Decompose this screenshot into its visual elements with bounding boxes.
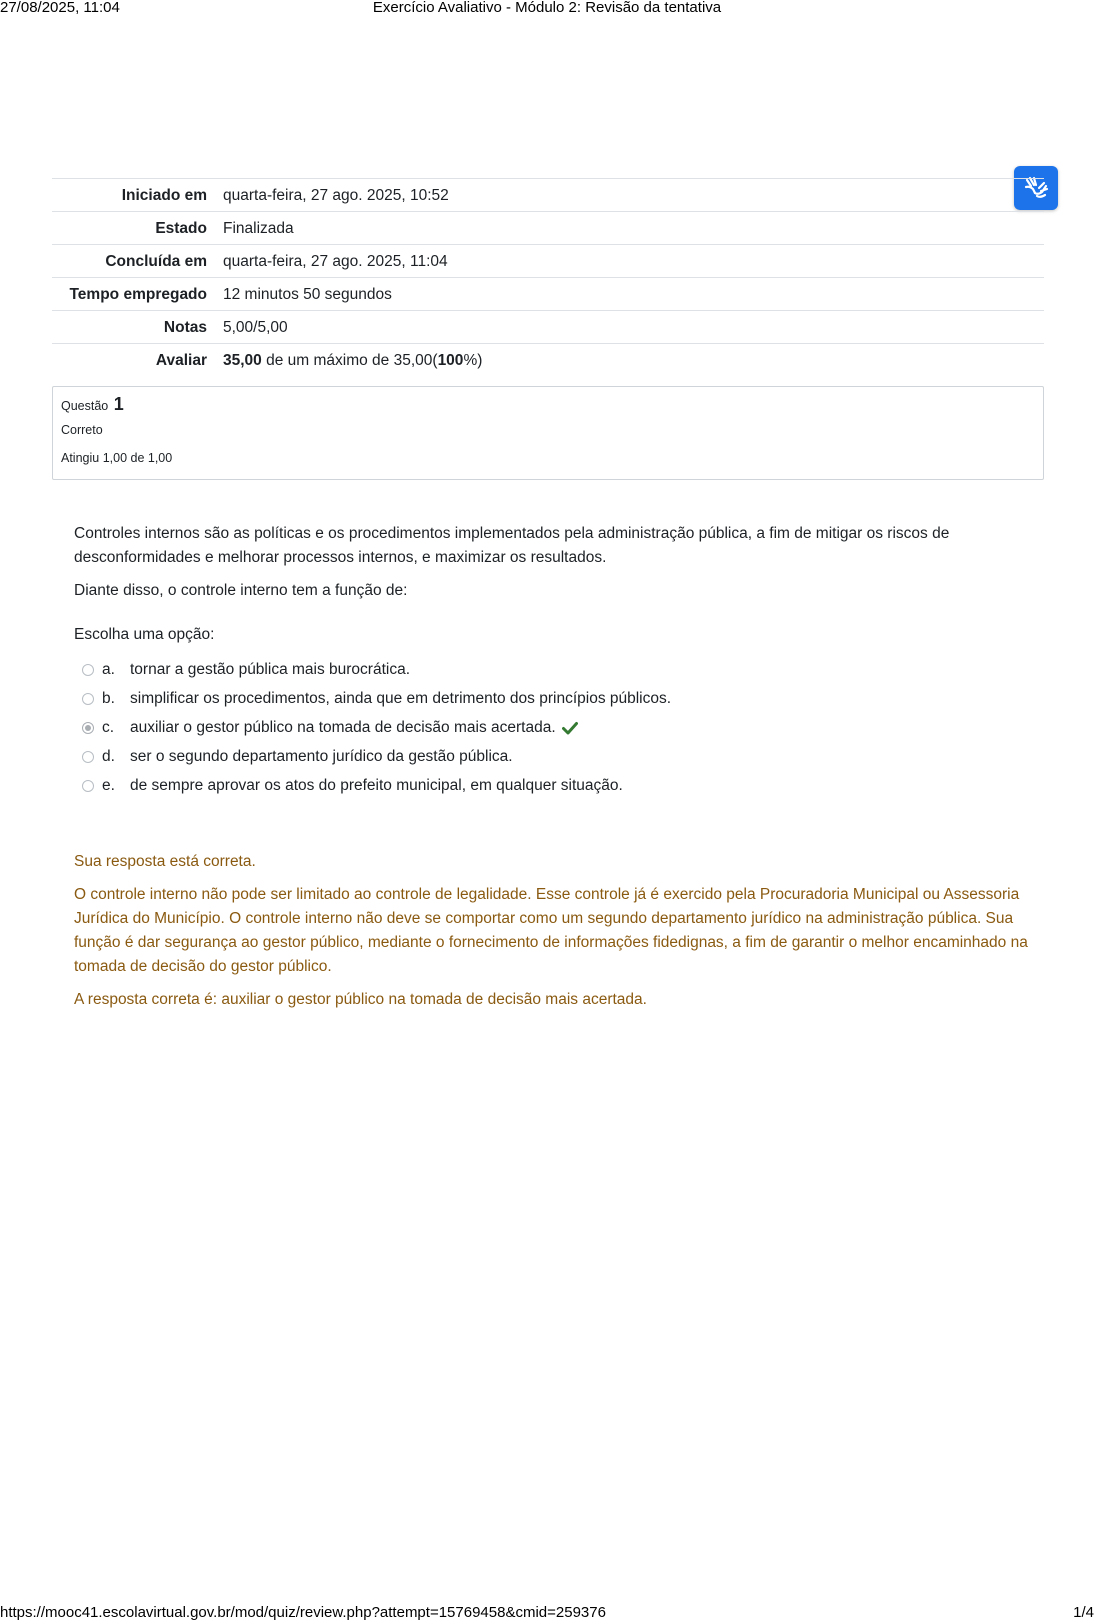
question-text xyxy=(74,522,1034,612)
summary-row-grade xyxy=(52,344,1044,377)
summary-row xyxy=(52,245,1044,278)
answer-letter: c. xyxy=(102,718,115,736)
grade-value xyxy=(215,344,1044,377)
feedback-explanation: O controle interno não pode ser limitado ao controle de legalidade. Esse controle já é exercido pela Procuradoria Municipal ou Assessoria Jurídica do Município. O controle interno não deve se comportar como um segundo departamento jurídico na administração pública. Sua função é dar segurança ao gestor público, mediante o fornecimento de informações fidedignas, a fim de garantir o melhor encaminhado na tomada de decisão do gestor público. xyxy=(74,886,1028,975)
answer-letter: b. xyxy=(102,689,115,707)
feedback-block xyxy=(74,850,1034,1021)
summary-label: Avaliar xyxy=(52,344,215,377)
summary-label: Iniciado em xyxy=(52,179,215,212)
answer-list xyxy=(82,655,671,800)
question-prefix: Questão xyxy=(61,399,109,413)
answer-letter: a. xyxy=(102,660,115,678)
feedback-correct-answer: A resposta correta é: auxiliar o gestor público na tomada de decisão mais acertada. xyxy=(74,991,647,1008)
answer-letter: d. xyxy=(102,747,115,765)
check-icon xyxy=(562,721,578,735)
print-footer xyxy=(0,1604,1094,1623)
grade-end: %) xyxy=(463,352,483,369)
answer-option-d[interactable] xyxy=(82,742,671,771)
radio-button[interactable] xyxy=(82,751,94,763)
answer-option-e[interactable] xyxy=(82,771,671,800)
summary-value: 5,00/5,00 xyxy=(215,311,1044,344)
grade-middle: de um máximo de 35,00( xyxy=(261,352,438,369)
answer-prompt: Escolha uma opção: xyxy=(74,626,215,643)
attempt-summary-table xyxy=(52,178,1044,376)
summary-row xyxy=(52,212,1044,245)
print-page-number: 1/4 xyxy=(1073,1604,1094,1621)
radio-button[interactable] xyxy=(82,664,94,676)
radio-button[interactable] xyxy=(82,780,94,792)
summary-value: 12 minutos 50 segundos xyxy=(215,278,1044,311)
answer-letter: e. xyxy=(102,776,115,794)
print-header xyxy=(0,0,1094,20)
answer-text: de sempre aprovar os atos do prefeito municipal, em qualquer situação. xyxy=(130,776,623,794)
summary-label: Estado xyxy=(52,212,215,245)
question-number xyxy=(61,393,124,417)
summary-value: quarta-feira, 27 ago. 2025, 10:52 xyxy=(215,179,1044,212)
question-paragraph: Controles internos são as políticas e os procedimentos implementados pela administração pública, a fim de mitigar os riscos de desconformidades e melhorar processos internos, e maximizar os resultados. xyxy=(74,525,950,566)
radio-button[interactable] xyxy=(82,693,94,705)
feedback-result: Sua resposta está correta. xyxy=(74,853,256,870)
answer-option-c[interactable] xyxy=(82,713,671,742)
answer-option-b[interactable] xyxy=(82,684,671,713)
answer-text: ser o segundo departamento jurídico da gestão pública. xyxy=(130,747,513,765)
answer-option-a[interactable] xyxy=(82,655,671,684)
summary-value: quarta-feira, 27 ago. 2025, 11:04 xyxy=(215,245,1044,278)
summary-value: Finalizada xyxy=(215,212,1044,245)
question-state: Correto xyxy=(61,423,103,437)
question-paragraph: Diante disso, o controle interno tem a função de: xyxy=(74,582,408,599)
grade-score: 35,00 xyxy=(223,352,262,369)
radio-button-selected[interactable] xyxy=(82,722,94,734)
print-url: https://mooc41.escolavirtual.gov.br/mod/quiz/review.php?attempt=15769458&cmid=259376 xyxy=(0,1604,606,1621)
summary-row xyxy=(52,278,1044,311)
question-number-value: 1 xyxy=(113,394,124,414)
grade-percent: 100 xyxy=(437,352,464,369)
summary-row xyxy=(52,179,1044,212)
summary-label: Notas xyxy=(52,311,215,344)
question-info-box xyxy=(52,386,1044,480)
answer-text: simplificar os procedimentos, ainda que em detrimento dos princípios públicos. xyxy=(130,689,672,707)
summary-label: Tempo empregado xyxy=(52,278,215,311)
answer-text: auxiliar o gestor público na tomada de decisão mais acertada. xyxy=(130,718,556,736)
summary-label: Concluída em xyxy=(52,245,215,278)
summary-row xyxy=(52,311,1044,344)
answer-text: tornar a gestão pública mais burocrática. xyxy=(130,660,411,678)
print-datetime: 27/08/2025, 11:04 xyxy=(0,0,120,16)
question-mark: Atingiu 1,00 de 1,00 xyxy=(61,451,173,465)
print-title: Exercício Avaliativo - Módulo 2: Revisão da tentativa xyxy=(372,0,722,16)
